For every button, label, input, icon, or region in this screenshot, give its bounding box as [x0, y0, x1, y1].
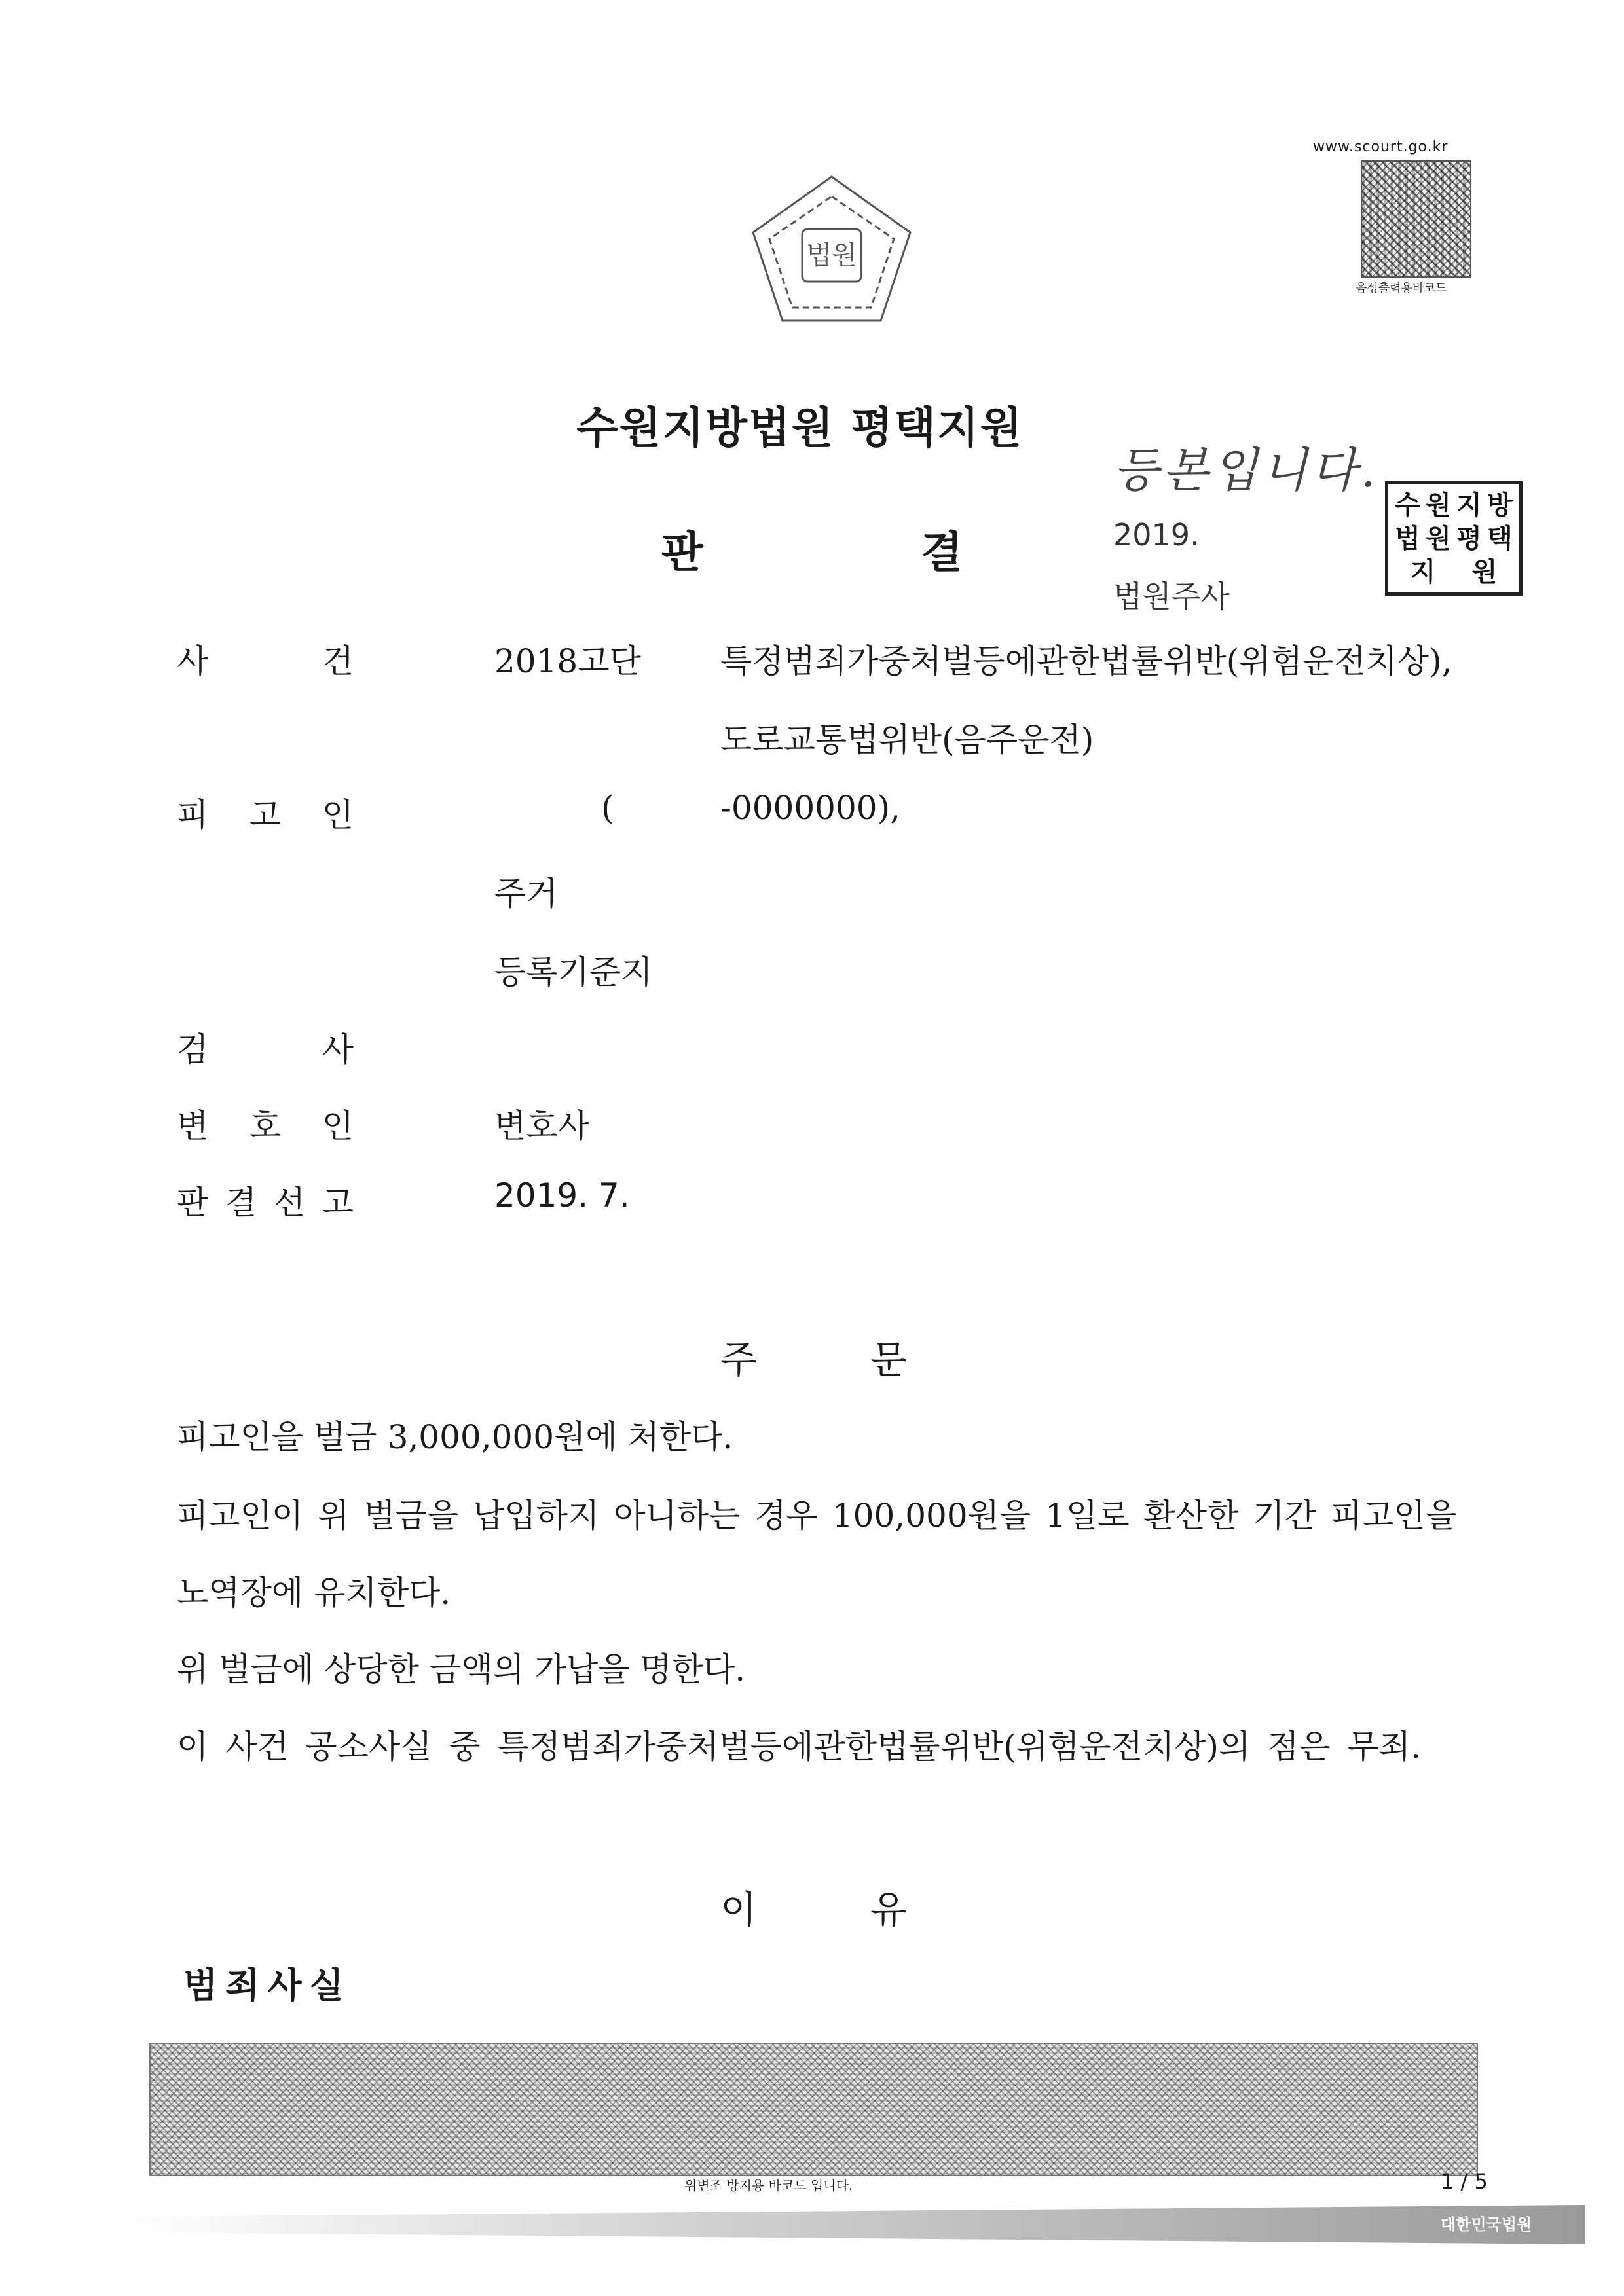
title-char: 판	[661, 527, 703, 577]
stamp-office: 법원주사	[1113, 579, 1230, 614]
charge-secondary: 도로교통법위반(음주운전)	[720, 721, 1094, 759]
order-line: 이 사건 공소사실 중 특정범죄가중처벌등에관한법률위반(위험운전치상)의 점은 무죄.	[177, 1728, 1421, 1766]
footer-org-name: 대한민국법원	[1441, 2215, 1532, 2234]
counsel-label: 변 호 인	[177, 1107, 354, 1145]
order-heading: 주 문	[720, 1338, 907, 1382]
document-title	[661, 517, 963, 579]
defendant-paren: (	[601, 789, 614, 827]
charge-primary: 특정범죄가중처벌등에관한법률위반(위험운전치상),	[720, 642, 1452, 680]
crime-facts-title: 범죄사실	[183, 1965, 352, 2006]
prosecutor-label: 검 사	[177, 1030, 354, 1068]
page-number: 1 / 5	[1441, 2169, 1488, 2194]
sentence-date: 2019. 7.	[494, 1176, 630, 1214]
counsel-value: 변호사	[494, 1107, 589, 1145]
case-label: 사 건	[177, 642, 354, 680]
defendant-label: 피 고 인	[177, 796, 354, 834]
title-char: 결	[921, 527, 963, 577]
reasons-heading: 이 유	[720, 1887, 907, 1932]
court-url: www.scourt.go.kr	[1313, 139, 1449, 155]
stamp-date: 2019.	[1113, 517, 1200, 553]
address-label: 주거	[494, 875, 558, 913]
certified-copy-handwriting: 등본입니다.	[1113, 443, 1380, 498]
barcode-caption: 위변조 방지용 바코드 입니다.	[684, 2178, 853, 2193]
defendant-id: -0000000),	[720, 789, 900, 827]
anti-forgery-barcode	[149, 2043, 1478, 2176]
emblem-text: 법원	[806, 240, 857, 270]
order-line: 노역장에 유치한다.	[177, 1574, 451, 1612]
order-line: 위 벌금에 상당한 금액의 가납을 명한다.	[177, 1650, 746, 1688]
barcode-caption: 음성출력용바코드	[1356, 282, 1447, 295]
registry-label: 등록기준지	[494, 953, 653, 991]
official-seal: 수 원 지 방 법 원 평 택 지 원	[1385, 481, 1522, 596]
sentence-date-label: 판 결 선 고	[177, 1184, 354, 1222]
footer-band	[131, 2205, 1585, 2244]
order-line: 피고인이 위 벌금을 납입하지 아니하는 경우 100,000원을 1일로 환산한 기간 피고인을	[177, 1497, 1457, 1535]
audio-barcode	[1361, 160, 1471, 278]
court-name: 수원지방법원 평택지원	[576, 403, 1024, 453]
case-number: 2018고단	[494, 642, 641, 680]
court-emblem-icon	[733, 167, 930, 331]
order-line: 피고인을 벌금 3,000,000원에 처한다.	[177, 1418, 733, 1456]
